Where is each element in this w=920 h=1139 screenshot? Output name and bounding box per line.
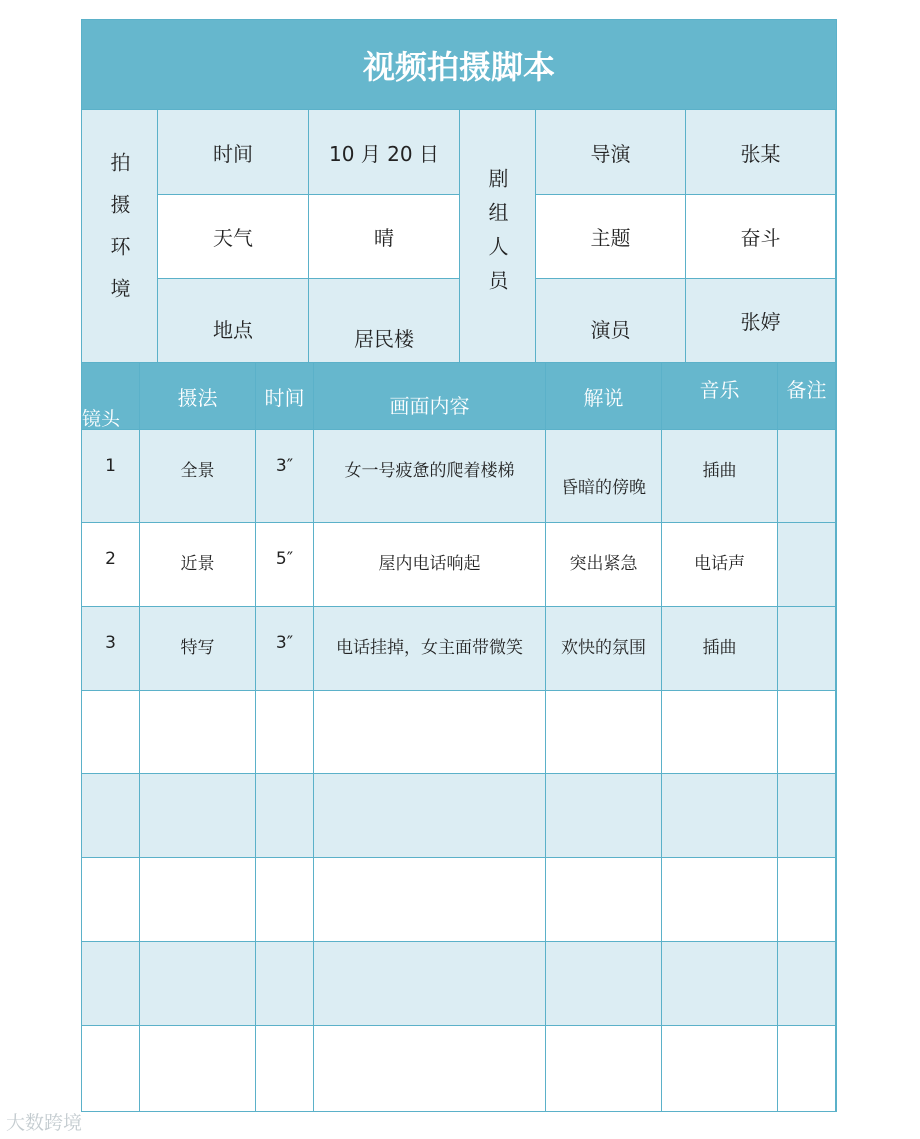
theme-label: 主题 (536, 195, 686, 279)
shot-music: 插曲 (662, 607, 778, 691)
shot-number (82, 1026, 140, 1112)
col-header-time: 时间 (256, 363, 314, 430)
shot-narration: 突出紧急 (546, 523, 662, 607)
shot-number (82, 691, 140, 774)
shot-notes (778, 523, 836, 607)
shot-number: 2 (82, 523, 140, 607)
col-header-shot: 镜头 (82, 363, 140, 430)
location-value: 居民楼 (309, 279, 460, 363)
shot-method (140, 1026, 256, 1112)
shot-music: 电话声 (662, 523, 778, 607)
shot-music (662, 1026, 778, 1112)
col-header-method: 摄法 (140, 363, 256, 430)
shot-method: 全景 (140, 430, 256, 523)
shot-number (82, 858, 140, 942)
actor-label: 演员 (536, 279, 686, 363)
shot-notes (778, 691, 836, 774)
watermark: 大数跨境 (6, 1112, 83, 1134)
shot-notes (778, 774, 836, 858)
shot-time (256, 691, 314, 774)
shot-notes (778, 607, 836, 691)
shot-music: 插曲 (662, 430, 778, 523)
director-label: 导演 (536, 110, 686, 195)
shot-time: 3″ (256, 430, 314, 523)
crew-label-text: 剧组人员 (485, 168, 509, 304)
weather-value: 晴 (309, 195, 460, 279)
shot-number (82, 774, 140, 858)
shot-music (662, 691, 778, 774)
shot-narration (546, 774, 662, 858)
shot-method (140, 691, 256, 774)
col-header-notes: 备注 (778, 363, 836, 430)
actor-value: 张婷 (686, 279, 836, 363)
sheet-title: 视频拍摄脚本 (82, 20, 836, 110)
shot-content (314, 858, 546, 942)
shot-notes (778, 942, 836, 1026)
shot-method (140, 774, 256, 858)
shot-music (662, 942, 778, 1026)
shot-music (662, 774, 778, 858)
shot-number (82, 942, 140, 1026)
env-label (82, 110, 158, 363)
shot-narration (546, 858, 662, 942)
shot-time: 5″ (256, 523, 314, 607)
director-value: 张某 (686, 110, 836, 195)
shot-narration (546, 691, 662, 774)
shot-content (314, 942, 546, 1026)
shot-number: 3 (82, 607, 140, 691)
shot-time: 3″ (256, 607, 314, 691)
shot-narration (546, 942, 662, 1026)
shot-content: 屋内电话响起 (314, 523, 546, 607)
crew-label (460, 110, 536, 363)
shot-method (140, 858, 256, 942)
shot-content: 女一号疲惫的爬着楼梯 (314, 430, 546, 523)
shot-content: 电话挂掉，女主面带微笑 (314, 607, 546, 691)
env-label-text: 拍摄环境 (107, 152, 131, 320)
time-label: 时间 (158, 110, 309, 195)
script-sheet (81, 19, 837, 1112)
shot-method: 近景 (140, 523, 256, 607)
location-label: 地点 (158, 279, 309, 363)
shot-narration: 昏暗的傍晚 (546, 430, 662, 523)
col-header-music: 音乐 (662, 363, 778, 430)
col-header-narration: 解说 (546, 363, 662, 430)
shot-notes (778, 430, 836, 523)
shot-content (314, 691, 546, 774)
shot-time (256, 1026, 314, 1112)
time-value: 10 月 20 日 (309, 110, 460, 195)
shot-number: 1 (82, 430, 140, 523)
shot-time (256, 774, 314, 858)
weather-label: 天气 (158, 195, 309, 279)
shot-method: 特写 (140, 607, 256, 691)
shot-time (256, 858, 314, 942)
shot-time (256, 942, 314, 1026)
shot-music (662, 858, 778, 942)
shot-content (314, 774, 546, 858)
col-header-content: 画面内容 (314, 363, 546, 430)
shot-content (314, 1026, 546, 1112)
shot-notes (778, 858, 836, 942)
theme-value: 奋斗 (686, 195, 836, 279)
shot-notes (778, 1026, 836, 1112)
shot-method (140, 942, 256, 1026)
shot-narration: 欢快的氛围 (546, 607, 662, 691)
shot-narration (546, 1026, 662, 1112)
